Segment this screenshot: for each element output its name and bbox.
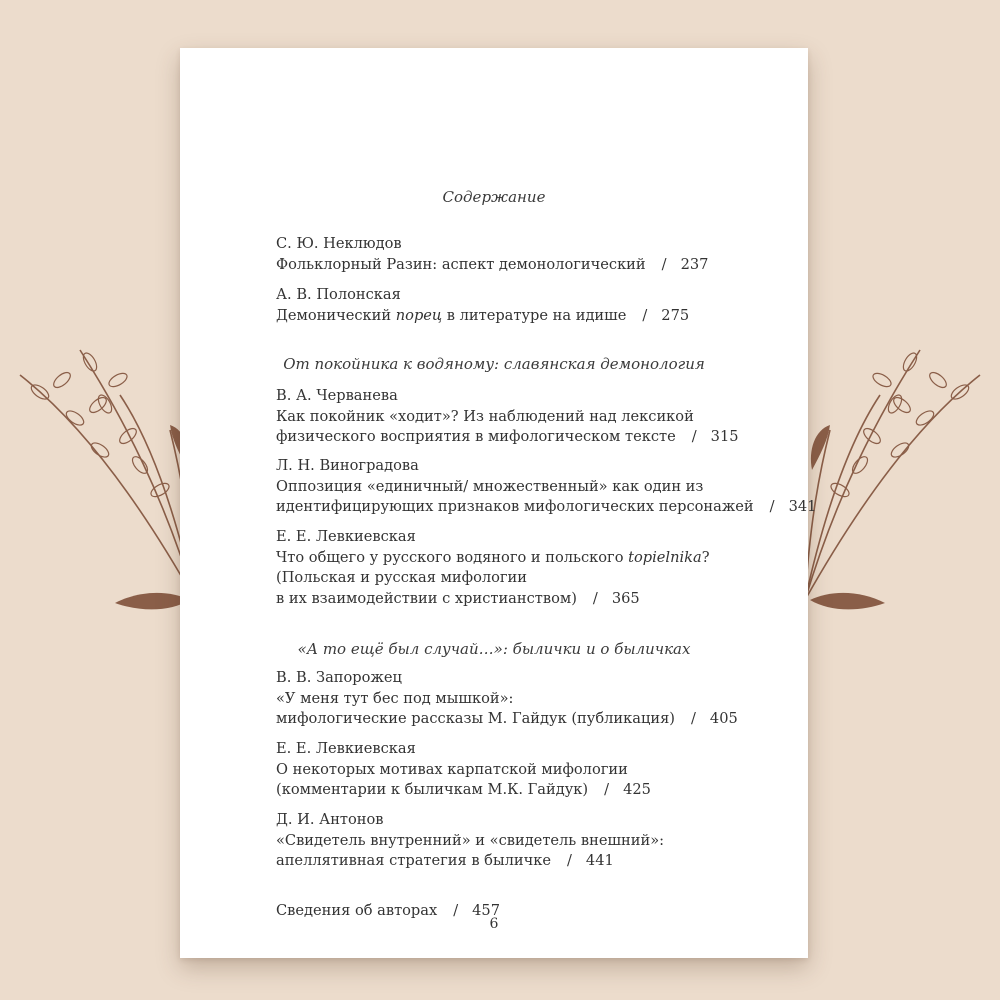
entry-title-italic: порец — [395, 306, 443, 324]
entry-title-italic: topielnika — [628, 548, 702, 566]
entry-author: Е. Е. Левкиевская — [276, 740, 416, 757]
entry-title-line — [276, 255, 796, 276]
toc-entry — [276, 668, 796, 730]
page-number: 237 — [680, 255, 709, 273]
page-separator: / — [604, 781, 610, 798]
entry-title-line: «У меня тут бес под мышкой»: — [276, 689, 514, 707]
entry-title: идентифицирующих признаков мифологических персонажей — [276, 498, 754, 515]
section-heading: «А то ещё был случай…»: былички и о быличках — [297, 640, 691, 658]
entry-author: В. А. Черванева — [276, 387, 398, 404]
entry-title-line — [276, 548, 796, 569]
page-number: 315 — [710, 428, 739, 445]
page-title: Содержание — [442, 188, 546, 206]
toc-entry — [276, 527, 796, 609]
entry-author: В. В. Запорожец — [276, 669, 402, 686]
entry-title-line — [276, 427, 796, 448]
entry-title: физического восприятия в мифологическом тексте — [276, 428, 676, 445]
entry-title: мифологические рассказы М. Гайдук (публикация) — [276, 710, 675, 727]
page-separator: / — [453, 902, 459, 919]
page-number: 425 — [623, 781, 651, 798]
toc-entry — [276, 234, 796, 275]
page-separator: / — [661, 255, 667, 273]
toc-entry — [276, 456, 817, 518]
entry-author: Л. Н. Виноградова — [276, 457, 419, 474]
entry-title-line: (Польская и русская мифологии — [276, 569, 528, 586]
entry-title: Фольклорный Разин: аспект демонологический — [276, 255, 646, 273]
page-number: 341 — [788, 498, 817, 515]
entry-title-line — [276, 780, 796, 801]
section-heading: От покойника к водяному: славянская демонология — [283, 355, 705, 373]
entry-author: Е. Е. Левкиевская — [276, 528, 416, 545]
entry-author: Д. И. Антонов — [276, 811, 384, 828]
entry-title-line — [276, 497, 817, 518]
toc-entry — [276, 285, 796, 326]
entry-title-line — [276, 589, 796, 610]
entry-title: Сведения об авторах — [276, 902, 438, 919]
entry-title-part: Демонический — [276, 306, 396, 324]
entry-title-line: «Свидетель внутренний» и «свидетель внешний»: — [276, 831, 665, 849]
page-number: 275 — [661, 306, 690, 324]
entry-title-part: в литературе на идише — [442, 306, 627, 324]
entry-title: апеллятивная стратегия в быличке — [276, 852, 551, 869]
page-number: 441 — [585, 852, 614, 869]
entry-title-line: Оппозиция «единичный/ множественный» как один из — [276, 477, 704, 495]
entry-author: А. В. Полонская — [276, 286, 401, 303]
entry-title-part: Что общего у русского водяного и польского — [276, 548, 629, 566]
entry-title: в их взаимодействии с христианством) — [276, 589, 577, 607]
page-number-footer: 6 — [489, 916, 499, 932]
toc-entry — [276, 386, 796, 448]
book-page — [180, 48, 817, 958]
entry-title-line — [276, 851, 796, 872]
entry-title: (комментарии к быличкам М.К. Гайдук) — [276, 781, 589, 798]
toc-entry — [276, 739, 796, 801]
page-separator: / — [691, 710, 696, 727]
toc-entry — [276, 810, 796, 872]
entry-author: С. Ю. Неклюдов — [276, 235, 402, 252]
entry-title-part: ? — [701, 548, 710, 566]
page-separator: / — [566, 852, 572, 869]
page-separator: / — [642, 306, 648, 324]
entry-title-line — [276, 306, 796, 327]
page-separator: / — [592, 589, 598, 607]
entry-title-line: О некоторых мотивах карпатской мифологии — [276, 760, 628, 778]
page-number: 405 — [709, 710, 738, 727]
entry-title-line — [276, 709, 796, 730]
page-separator: / — [769, 498, 775, 515]
page-number: 365 — [611, 589, 640, 607]
entry-title-line: Как покойник «ходит»? Из наблюдений над лексикой — [276, 407, 694, 425]
page-number: 457 — [472, 902, 500, 919]
page-separator: / — [691, 428, 697, 445]
